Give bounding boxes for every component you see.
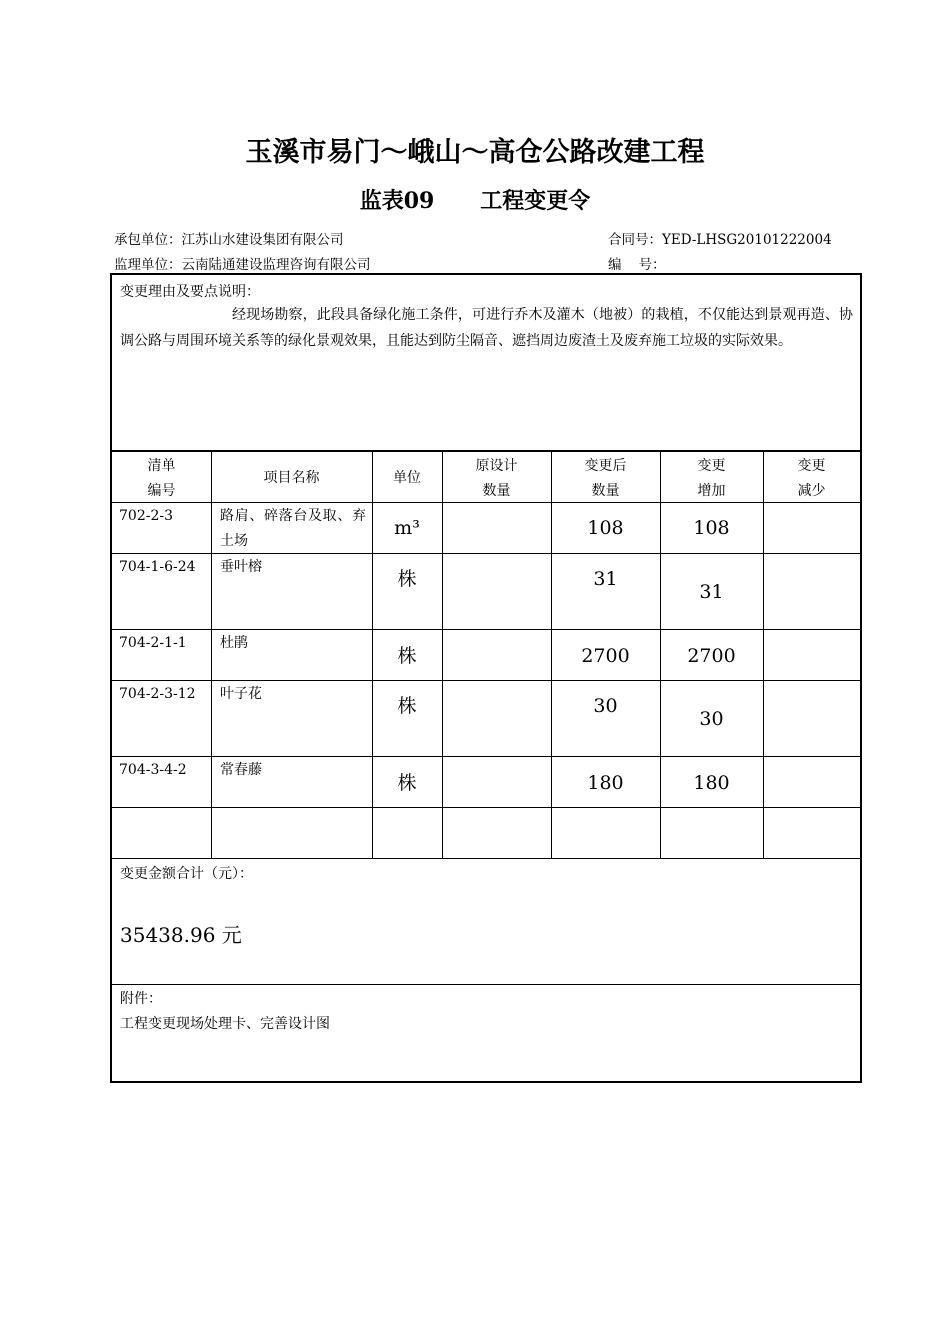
table-row-unit: 株: [397, 695, 417, 717]
table-row-unit: 株: [397, 568, 417, 590]
table-row-inc: 30: [699, 708, 724, 730]
column-line: [211, 451, 212, 858]
col-header-orig: [442, 454, 551, 504]
col-header-inc: [660, 454, 763, 504]
table-row-inc: 108: [693, 517, 730, 539]
col-header-dec: [763, 454, 860, 504]
table-row-unit: 株: [397, 645, 417, 667]
column-line: [442, 451, 443, 858]
table-row-name: 路肩、碎落台及取、弃土场: [220, 508, 366, 549]
table-row-inc: 2700: [687, 645, 736, 667]
col-header-code: [112, 454, 211, 504]
contract-no-value: YED-LHSG20101222004: [662, 232, 832, 248]
supervisor-label: 监理单位：: [114, 257, 182, 273]
total-value: 35438.96 元: [120, 923, 242, 947]
table-row-code: 704-2-1-1: [119, 635, 187, 651]
table-row-inc: 180: [693, 772, 730, 794]
table-row-inc: 31: [699, 581, 724, 603]
supervisor-value: 云南陆通建设监理咨询有限公司: [181, 257, 371, 273]
contractor-value: 江苏山水建设集团有限公司: [181, 232, 344, 248]
divider-line: [112, 807, 860, 808]
table-row-name: 垂叶榕: [220, 559, 262, 575]
col-header-line: 数量: [591, 483, 620, 499]
col-header-line: 原设计: [475, 458, 518, 474]
contract-no-label: 合同号：: [608, 232, 662, 248]
divider-line: [112, 756, 860, 757]
divider-line: [112, 858, 860, 859]
table-row-after: 108: [587, 517, 624, 539]
reason-text: 经现场勘察，此段具备绿化施工条件，可进行乔木及灌木（地被）的栽植，不仅能达到景观再造、协调公路与周围环境关系等的绿化景观效果，且能达到防尘隔音、遮挡周边废渣土及废弃施工垃圾的实际效果。: [120, 307, 853, 349]
divider-line: [112, 680, 860, 681]
contract-no-line: [608, 228, 832, 248]
table-row-code: 704-2-3-12: [119, 686, 196, 702]
divider-line: [112, 450, 860, 452]
divider-line: [112, 629, 860, 630]
column-line: [763, 451, 764, 858]
col-header-line: 变更后: [584, 458, 627, 474]
table-row-name: 杜鹃: [220, 635, 248, 651]
table-row-name: 叶子花: [220, 686, 262, 702]
col-header-line: 变更: [697, 458, 726, 474]
contractor-line: [114, 228, 344, 248]
table-row-after: 2700: [581, 645, 630, 667]
form-subtitle: 监表09 工程变更令: [359, 188, 591, 214]
table-row-code: 704-1-6-24: [119, 559, 196, 575]
table-row-unit: m³: [394, 517, 420, 539]
attachment-text: 工程变更现场处理卡、完善设计图: [120, 1016, 330, 1032]
col-header-line: 变更: [797, 458, 826, 474]
divider-line: [112, 984, 860, 985]
page-title: 玉溪市易门～峨山～高仓公路改建工程: [245, 137, 705, 168]
col-header-name: 项目名称: [263, 470, 320, 486]
table-row-code: 702-2-3: [119, 508, 173, 524]
table-row-after: 30: [593, 695, 618, 717]
change-order-table: [110, 273, 862, 1083]
table-row-code: 704-3-4-2: [119, 762, 187, 778]
col-header-unit: 单位: [393, 470, 421, 486]
attachment-label: 附件：: [120, 991, 162, 1007]
supervisor-line: [114, 253, 371, 273]
contractor-label: 承包单位：: [114, 232, 182, 248]
reason-label: 变更理由及要点说明：: [120, 284, 260, 300]
col-header-after: [551, 454, 660, 504]
col-header-line: 编号: [147, 483, 176, 499]
col-header-line: 增加: [697, 483, 726, 499]
table-row-name: 常春藤: [220, 762, 262, 778]
serial-label: 编 号：: [608, 257, 666, 273]
col-header-line: 数量: [482, 483, 511, 499]
total-label: 变更金额合计（元）：: [120, 866, 253, 882]
table-row-unit: 株: [397, 772, 417, 794]
table-row-after: 31: [593, 568, 618, 590]
col-header-line: 减少: [797, 483, 826, 499]
col-header-line: 清单: [147, 458, 176, 474]
table-row-after: 180: [587, 772, 624, 794]
